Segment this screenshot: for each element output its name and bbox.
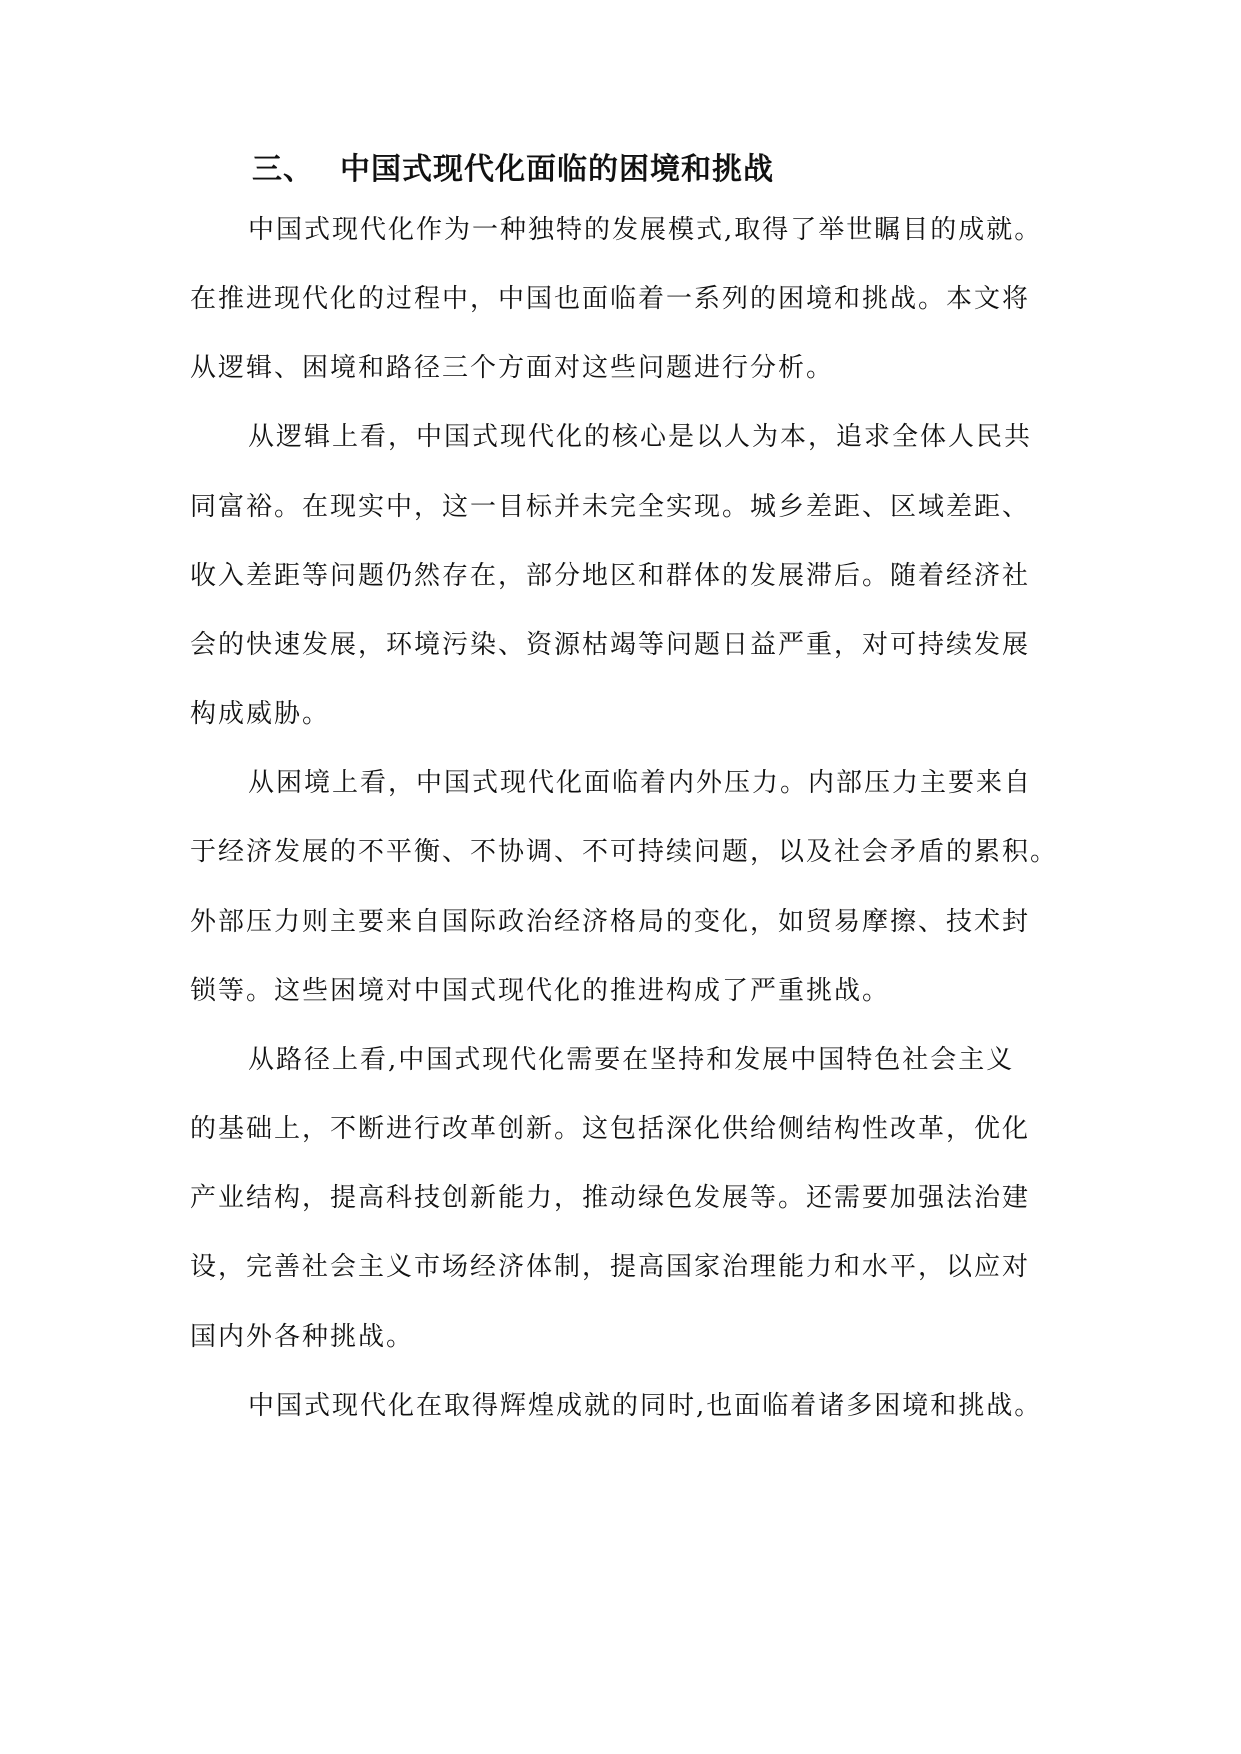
- paragraph-3-line-3: 外部压力则主要来自国际政治经济格局的变化，如贸易摩擦、技术封: [190, 907, 1031, 937]
- paragraph-2-line-2: 同富裕。在现实中，这一目标并未完全实现。城乡差距、区域差距、: [190, 492, 1031, 522]
- paragraph-1-line-3: 从逻辑、困境和路径三个方面对这些问题进行分析。: [190, 353, 835, 383]
- paragraph-1-line-2: 在推进现代化的过程中，中国也面临着一系列的困境和挑战。本文将: [190, 284, 1031, 314]
- paragraph-3-line-4: 锁等。这些困境对中国式现代化的推进构成了严重挑战。: [190, 976, 891, 1006]
- paragraph-2-line-4: 会的快速发展，环境污染、资源枯竭等问题日益严重，对可持续发展: [190, 630, 1031, 660]
- section-title: 中国式现代化面临的困境和挑战: [340, 152, 774, 187]
- paragraph-4-line-2: 的基础上，不断进行改革创新。这包括深化供给侧结构性改革，优化: [190, 1114, 1031, 1144]
- paragraph-3-line-1: 从困境上看，中国式现代化面临着内外压力。内部压力主要来自: [248, 768, 1033, 798]
- paragraph-4-line-3: 产业结构，提高科技创新能力，推动绿色发展等。还需要加强法治建: [190, 1183, 1031, 1213]
- paragraph-4-line-4: 设，完善社会主义市场经济体制，提高国家治理能力和水平，以应对: [190, 1252, 1031, 1282]
- section-heading: [252, 148, 774, 192]
- section-number: 三、: [252, 152, 314, 187]
- paragraph-5-line-1: 中国式现代化在取得辉煌成就的同时,也面临着诸多困境和挑战。: [248, 1391, 1043, 1421]
- paragraph-4-line-5: 国内外各种挑战。: [190, 1322, 415, 1352]
- paragraph-2-line-5: 构成威胁。: [190, 699, 331, 729]
- paragraph-2-line-3: 收入差距等问题仍然存在，部分地区和群体的发展滞后。随着经济社: [190, 561, 1031, 591]
- paragraph-1-line-1: 中国式现代化作为一种独特的发展模式,取得了举世瞩目的成就。: [248, 215, 1043, 245]
- paragraph-3-line-2: 于经济发展的不平衡、不协调、不可持续问题，以及社会矛盾的累积。: [190, 837, 1059, 867]
- paragraph-4-line-1: 从路径上看,中国式现代化需要在坚持和发展中国特色社会主义: [248, 1045, 1015, 1075]
- paragraph-2-line-1: 从逻辑上看，中国式现代化的核心是以人为本，追求全体人民共: [248, 422, 1033, 452]
